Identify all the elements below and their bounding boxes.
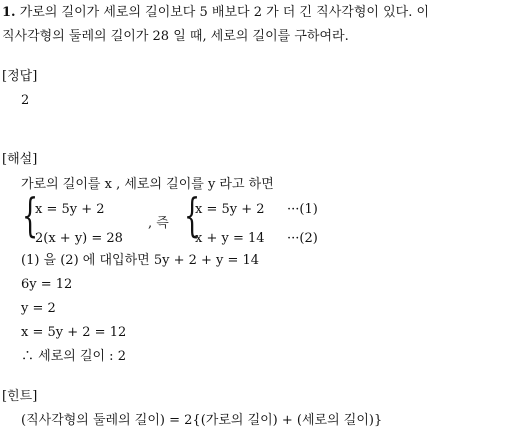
answer-heading: [정답] (2, 69, 38, 84)
problem-line-1 (2, 4, 429, 22)
problem-number: 1. (2, 5, 16, 20)
problem-line-2: 직사각형의 둘레의 길이가 28 일 때, 세로의 길이를 구하여라. (2, 29, 349, 44)
left-brace-2: { (184, 188, 201, 242)
step-1: (1) 을 (2) 에 대입하면 5y + 2 + y = 14 (21, 253, 260, 268)
solution-intro: 가로의 길이를 x , 세로의 길이를 y 라고 하면 (21, 177, 274, 192)
hint-text: (직사각형의 둘레의 길이) = 2{(가로의 길이) + (세로의 길이)} (21, 413, 383, 428)
answer-value: 2 (21, 93, 30, 108)
system1-eq2: 2(x + y) = 28 (35, 231, 123, 246)
problem-text-1: 가로의 길이가 세로의 길이보다 5 배보다 2 가 더 긴 직사각형이 있다. 이 (19, 5, 430, 20)
step-3: y = 2 (21, 301, 56, 316)
solution-heading: [해설] (2, 152, 38, 167)
step-5: ∴ 세로의 길이 : 2 (21, 349, 126, 364)
system2-eq2: x + y = 14 (195, 231, 265, 246)
connector-text: , 즉 (148, 216, 169, 231)
system2-eq1: x = 5y + 2 (195, 202, 265, 217)
left-brace-1: { (22, 188, 39, 242)
step-4: x = 5y + 2 = 12 (21, 325, 127, 340)
label-1: ···(1) (287, 202, 318, 217)
label-2: ···(2) (287, 231, 318, 246)
hint-heading: [힌트] (2, 389, 38, 404)
step-2: 6y = 12 (21, 277, 73, 292)
system1-eq1: x = 5y + 2 (35, 202, 105, 217)
